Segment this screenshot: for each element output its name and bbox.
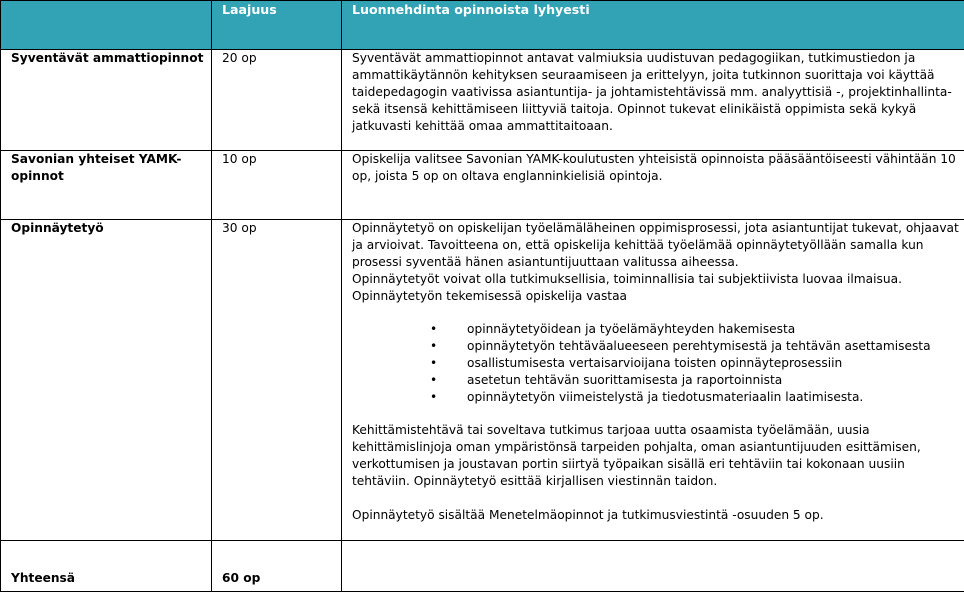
bullet-icon: •: [430, 339, 438, 353]
bullet-icon: •: [430, 373, 438, 387]
table-row: [1, 151, 964, 220]
list-item: • opinnäytetyön tehtäväalueeseen perehtymisestä ja tehtävän asettamisesta: [430, 339, 931, 353]
responsibility-list: [352, 321, 964, 406]
thesis-methods-paragraph: Opinnäytetyö sisältää Menetelmäopinnot ja tutkimusviestintä -osuuden 5 op.: [352, 508, 824, 522]
thesis-intro-paragraph: Opinnäytetyö on opiskelijan työelämäläheinen oppimisprosessi, jota asiantuntijat tukevat, ohjaavat ja arvioivat. Tavoitteena on, että opiskelija kehittää työelämää opinnäytetyöllään samalla kun prosessi syventää hänen asiantuntijuuttaan valitussa aiheessa.: [352, 221, 959, 269]
header-module: [1, 1, 212, 50]
header-description: Luonnehdinta opinnoista lyhyesti: [342, 1, 964, 50]
list-item: • opinnäytetyön viimeistelystä ja tiedotusmateriaalin laatimisesta.: [430, 390, 864, 404]
total-label: Yhteensä: [1, 541, 212, 592]
module-scope: 30 op: [212, 220, 342, 541]
thesis-types-paragraph: Opinnäytetyöt voivat olla tutkimuksellisia, toiminnallisia tai subjektiivista luovaa ilmaisua.: [352, 272, 902, 286]
module-name: Syventävät ammattiopinnot: [1, 50, 212, 151]
table-header-row: [1, 1, 964, 50]
module-description: Syventävät ammattiopinnot antavat valmiuksia uudistuvan pedagogiikan, tutkimustiedon ja ammattikäytännön kehityksen seuraamiseen ja erittelyyn, joita tutkinnon suorittaja voi käyttää taidepedagogin vaativissa asiantuntija- ja johtamistehtävissä mm. analyyttisiä -, projektinhallinta- sekä itsensä kehittämiseen liittyviä taitoja. Opinnot tukevat elinikäistä oppimista sekä kykyä jatkuvasti kehittää omaa ammattitaitoaan.: [342, 50, 964, 151]
list-item: • opinnäytetyöidean ja työelämäyhteyden hakemisesta: [430, 322, 796, 336]
module-description: [342, 220, 964, 541]
module-name: Opinnäytetyö: [1, 220, 212, 541]
total-row: [1, 541, 964, 592]
bullet-icon: •: [430, 356, 438, 370]
thesis-development-paragraph: Kehittämistehtävä tai soveltava tutkimus tarjoaa uutta osaamista työelämään, uusia kehittämislinjoja oman ympäristönsä tarpeiden pohjalta, oman asiantuntijuuden esittämisen, verkottumisen ja joustavan portin siirtyä työpaikan sisällä eri tehtäviin tai kokonaan uusiin tehtäviin. Opinnäytetyö esittää kirjallisen viestinnän taidon.: [352, 423, 921, 488]
module-name: Savonian yhteiset YAMK-opinnot: [1, 151, 212, 220]
spacer: [352, 490, 964, 507]
list-item: • asetetun tehtävän suorittamisesta ja raportoinnista: [430, 373, 783, 387]
total-scope: 60 op: [212, 541, 342, 592]
bullet-icon: •: [430, 390, 438, 404]
module-description: Opiskelija valitsee Savonian YAMK-koulutusten yhteisistä opinnoista pääsääntöiseesti vähintään 10 op, joista 5 op on oltava englanninkielisiä opintoja.: [342, 151, 964, 220]
module-scope: 20 op: [212, 50, 342, 151]
table-row: [1, 50, 964, 151]
table-row: [1, 220, 964, 541]
total-description: [342, 541, 964, 592]
header-scope: Laajuus: [212, 1, 342, 50]
list-item: • osallistumisesta vertaisarvioijana toisten opinnäyteprosessiin: [430, 356, 843, 370]
thesis-responsibility-lead: Opinnäytetyön tekemisessä opiskelija vastaa: [352, 289, 628, 303]
module-scope: 10 op: [212, 151, 342, 220]
bullet-icon: •: [430, 322, 438, 336]
